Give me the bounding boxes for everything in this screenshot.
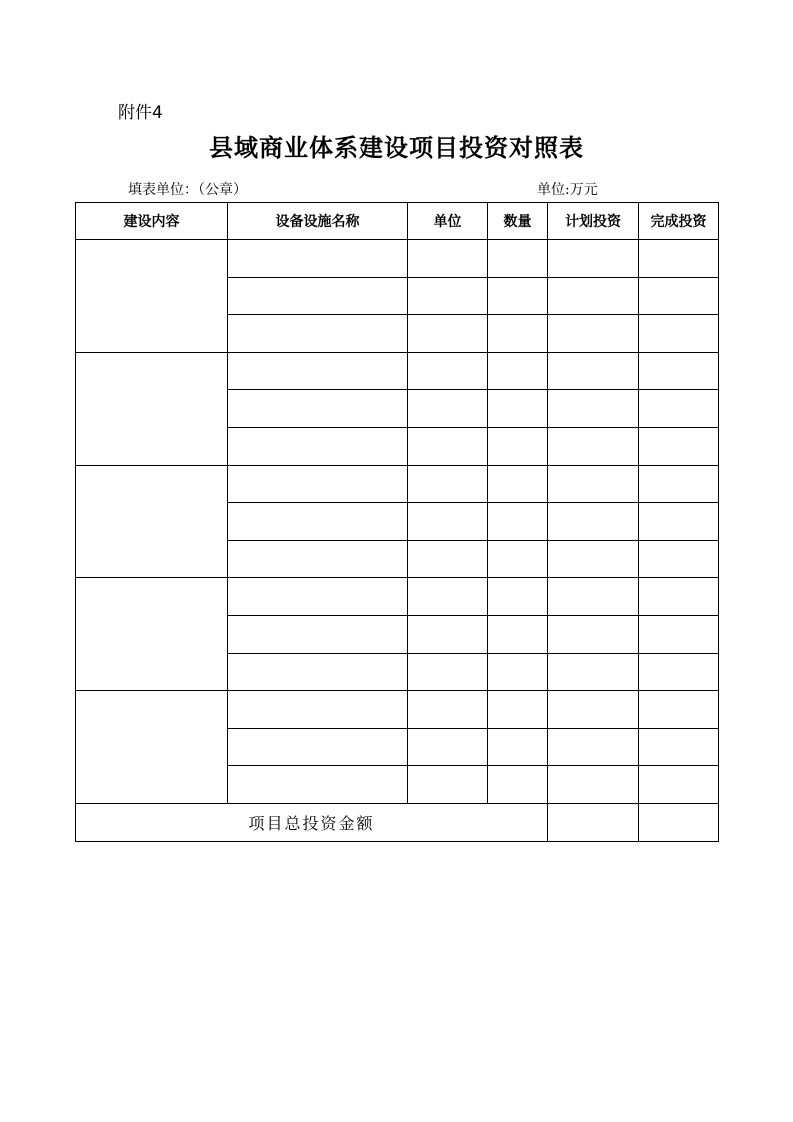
quantity-cell[interactable]: [488, 315, 548, 353]
equipment-name-cell[interactable]: [228, 540, 408, 578]
unit-cell[interactable]: [408, 427, 488, 465]
unit-cell[interactable]: [408, 540, 488, 578]
completed-investment-cell[interactable]: [639, 277, 719, 315]
completed-investment-cell[interactable]: [639, 352, 719, 390]
planned-investment-cell[interactable]: [548, 427, 639, 465]
construction-content-cell[interactable]: [76, 240, 228, 353]
unit-cell[interactable]: [408, 240, 488, 278]
quantity-cell[interactable]: [488, 427, 548, 465]
equipment-name-cell[interactable]: [228, 615, 408, 653]
completed-investment-cell[interactable]: [639, 240, 719, 278]
unit-cell[interactable]: [408, 352, 488, 390]
equipment-name-cell[interactable]: [228, 691, 408, 729]
table-body: [76, 240, 719, 842]
unit-cell[interactable]: [408, 766, 488, 804]
equipment-name-cell[interactable]: [228, 503, 408, 541]
investment-table: [75, 202, 719, 842]
equipment-name-cell[interactable]: [228, 578, 408, 616]
table-row: [76, 352, 719, 390]
quantity-cell[interactable]: [488, 503, 548, 541]
completed-investment-cell[interactable]: [639, 427, 719, 465]
completed-investment-cell[interactable]: [639, 615, 719, 653]
table-row: [76, 691, 719, 729]
total-investment-label: 项目总投资金额: [76, 803, 548, 841]
quantity-cell[interactable]: [488, 766, 548, 804]
construction-content-cell[interactable]: [76, 465, 228, 578]
planned-investment-cell[interactable]: [548, 766, 639, 804]
unit-cell[interactable]: [408, 691, 488, 729]
planned-investment-cell[interactable]: [548, 503, 639, 541]
equipment-name-cell[interactable]: [228, 352, 408, 390]
planned-investment-cell[interactable]: [548, 352, 639, 390]
planned-investment-cell[interactable]: [548, 615, 639, 653]
fill-unit-label: 填表单位：（公章）: [128, 182, 247, 198]
planned-investment-cell[interactable]: [548, 578, 639, 616]
unit-cell[interactable]: [408, 277, 488, 315]
equipment-name-cell[interactable]: [228, 315, 408, 353]
unit-cell[interactable]: [408, 503, 488, 541]
planned-investment-cell[interactable]: [548, 728, 639, 766]
completed-investment-cell[interactable]: [639, 728, 719, 766]
equipment-name-cell[interactable]: [228, 653, 408, 691]
completed-investment-cell[interactable]: [639, 766, 719, 804]
quantity-cell[interactable]: [488, 691, 548, 729]
header-row: [76, 203, 719, 240]
planned-investment-cell[interactable]: [548, 691, 639, 729]
planned-investment-cell[interactable]: [548, 465, 639, 503]
table-row: [76, 578, 719, 616]
header-quantity: 数量: [488, 203, 548, 240]
total-completed-cell[interactable]: [639, 803, 719, 841]
equipment-name-cell[interactable]: [228, 465, 408, 503]
money-unit-label: 单位:万元: [537, 182, 598, 198]
header-equipment-name: 设备设施名称: [228, 203, 408, 240]
unit-cell[interactable]: [408, 653, 488, 691]
quantity-cell[interactable]: [488, 578, 548, 616]
equipment-name-cell[interactable]: [228, 240, 408, 278]
quantity-cell[interactable]: [488, 540, 548, 578]
total-planned-cell[interactable]: [548, 803, 639, 841]
completed-investment-cell[interactable]: [639, 390, 719, 428]
completed-investment-cell[interactable]: [639, 578, 719, 616]
planned-investment-cell[interactable]: [548, 240, 639, 278]
attachment-label: 附件4: [118, 103, 163, 123]
construction-content-cell[interactable]: [76, 578, 228, 691]
header-planned-investment: 计划投资: [548, 203, 639, 240]
completed-investment-cell[interactable]: [639, 315, 719, 353]
equipment-name-cell[interactable]: [228, 427, 408, 465]
quantity-cell[interactable]: [488, 615, 548, 653]
planned-investment-cell[interactable]: [548, 653, 639, 691]
completed-investment-cell[interactable]: [639, 503, 719, 541]
total-row: [76, 803, 719, 841]
equipment-name-cell[interactable]: [228, 277, 408, 315]
planned-investment-cell[interactable]: [548, 277, 639, 315]
quantity-cell[interactable]: [488, 653, 548, 691]
unit-cell[interactable]: [408, 315, 488, 353]
header-unit: 单位: [408, 203, 488, 240]
quantity-cell[interactable]: [488, 352, 548, 390]
table-row: [76, 465, 719, 503]
quantity-cell[interactable]: [488, 728, 548, 766]
completed-investment-cell[interactable]: [639, 691, 719, 729]
unit-cell[interactable]: [408, 465, 488, 503]
quantity-cell[interactable]: [488, 277, 548, 315]
unit-cell[interactable]: [408, 615, 488, 653]
unit-cell[interactable]: [408, 578, 488, 616]
table-row: [76, 240, 719, 278]
completed-investment-cell[interactable]: [639, 540, 719, 578]
quantity-cell[interactable]: [488, 240, 548, 278]
planned-investment-cell[interactable]: [548, 315, 639, 353]
equipment-name-cell[interactable]: [228, 728, 408, 766]
quantity-cell[interactable]: [488, 465, 548, 503]
header-completed-investment: 完成投资: [639, 203, 719, 240]
construction-content-cell[interactable]: [76, 691, 228, 804]
planned-investment-cell[interactable]: [548, 390, 639, 428]
header-construction-content: 建设内容: [76, 203, 228, 240]
construction-content-cell[interactable]: [76, 352, 228, 465]
page-title: 县域商业体系建设项目投资对照表: [209, 133, 584, 162]
completed-investment-cell[interactable]: [639, 653, 719, 691]
unit-cell[interactable]: [408, 390, 488, 428]
planned-investment-cell[interactable]: [548, 540, 639, 578]
equipment-name-cell[interactable]: [228, 390, 408, 428]
quantity-cell[interactable]: [488, 390, 548, 428]
unit-cell[interactable]: [408, 728, 488, 766]
equipment-name-cell[interactable]: [228, 766, 408, 804]
completed-investment-cell[interactable]: [639, 465, 719, 503]
